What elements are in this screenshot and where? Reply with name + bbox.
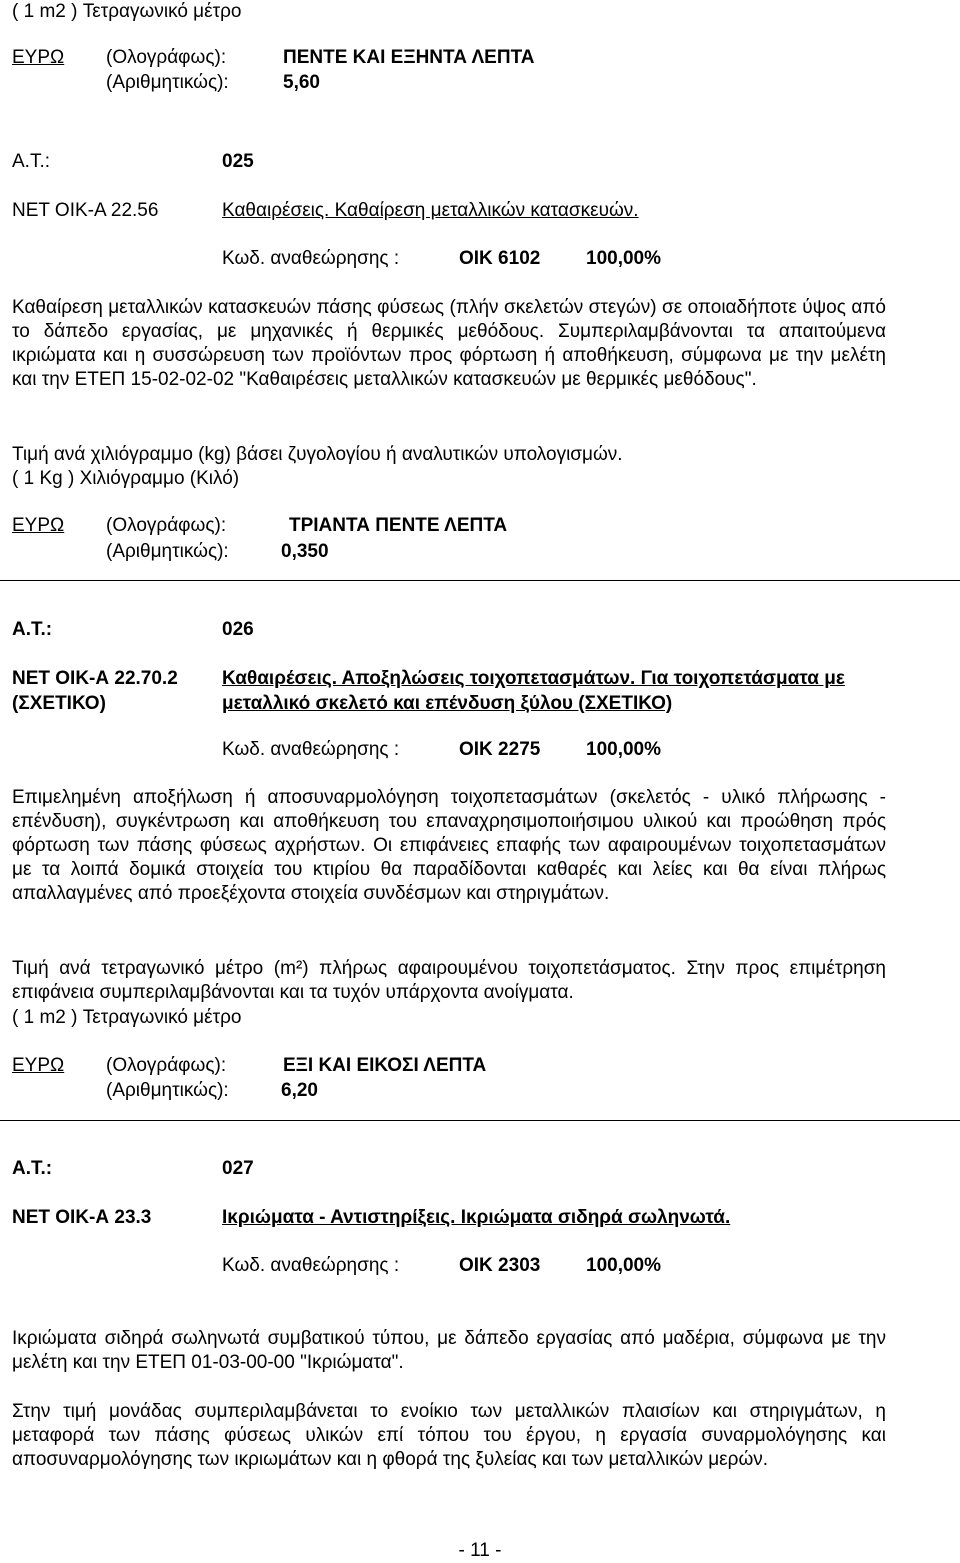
revision-code: ΟΙΚ 2303: [459, 1255, 541, 1276]
item-description-extra: Στην τιμή μονάδας συμπεριλαμβάνεται το ενοίκιο των μεταλλικών πλαισίων και στηριγμάτων, η μεταφορά των πάσης φύσεως υλικών επί τόπου του έργου, η εργασία συναρμολόγησης και αποσυναρμολόγησης των ικριωμάτων και η φθορά της ξυλείας και των μεταλλικών μερών.: [12, 1401, 886, 1470]
at-value: 027: [222, 1158, 254, 1179]
price-note: Τιμή ανά χιλιόγραμμο (kg) βάσει ζυγολογίου ή αναλυτικών υπολογισμών.: [12, 444, 623, 465]
item-code-note: (ΣΧΕΤΙΚΟ): [12, 693, 106, 714]
revision-label: Κωδ. αναθεώρησης :: [222, 1255, 400, 1276]
revision-label: Κωδ. αναθεώρησης :: [222, 248, 400, 269]
digits-value: 6,20: [281, 1080, 318, 1101]
item-description: Ικριώματα σιδηρά σωληνωτά συμβατικού τύπου, με δάπεδο εργασίας από μαδέρια, σύμφωνα με την μελέτη και την ΕΤΕΠ 01-03-00-00 "Ικριώματα".: [12, 1328, 886, 1373]
revision-percent: 100,00%: [586, 739, 662, 760]
item-title: Ικριώματα - Αντιστηρίξεις. Ικριώματα σιδηρά σωληνωτά.: [222, 1207, 731, 1228]
digits-label: (Αριθμητικώς):: [106, 1080, 229, 1101]
item-code: ΝΕΤ ΟΙΚ-Α 22.70.2: [12, 668, 178, 689]
words-label: (Ολογράφως):: [106, 515, 227, 536]
at-value: 026: [222, 619, 254, 640]
revision-code: ΟΙΚ 6102: [459, 248, 541, 269]
unit-line: ( 1 m2 ) Τετραγωνικό μέτρο: [12, 1007, 242, 1028]
digits-label: (Αριθμητικώς):: [106, 541, 229, 562]
currency-label: ΕΥΡΩ: [12, 515, 65, 536]
item-title-continued: μεταλλικό σκελετό και επένδυση ξύλου (ΣΧΕΤΙΚΟ): [222, 693, 673, 714]
section-divider: [0, 580, 960, 581]
revision-label: Κωδ. αναθεώρησης :: [222, 739, 400, 760]
at-label: Α.Τ.:: [12, 1158, 53, 1179]
at-label: Α.Τ.:: [12, 151, 51, 172]
section-divider: [0, 1120, 960, 1121]
digits-value: 0,350: [281, 541, 329, 562]
item-description: Καθαίρεση μεταλλικών κατασκευών πάσης φύσεως (πλήν σκελετών στεγών) σε οποιαδήποτε ύψος από το δάπεδο εργασίας, με μηχανικές ή θερμικές μεθόδους. Συμπεριλαμβάνονται τα απαιτούμενα ικριώματα και η συσσώρευση των προϊόντων προς φόρτωση ή αποθήκευση, σύμφωνα με την μελέτη και την ΕΤΕΠ 15-02-02-02 "Καθαιρέσεις μεταλλικών κατασκευών με θερμικές μεθόδους".: [12, 297, 886, 390]
page-number: - 11 -: [458, 1540, 502, 1561]
item-title: Καθαιρέσεις. Καθαίρεση μεταλλικών κατασκευών.: [222, 200, 639, 221]
digits-value: 5,60: [283, 72, 320, 93]
unit-line: ( 1 m2 ) Τετραγωνικό μέτρο: [12, 1, 242, 22]
words-value: ΕΞΙ ΚΑΙ ΕΙΚΟΣΙ ΛΕΠΤΑ: [283, 1055, 487, 1076]
item-description: Επιμελημένη αποξήλωση ή αποσυναρμολόγηση τοιχοπετασμάτων (σκελετός - υλικό πλήρωσης - επένδυση), συγκέντρωση και αποθήκευση του επαναχρησιμοποιήσιμου υλικού και προώθηση πρός φόρτωση των πάσης φύσεως αχρήστων. Οι επιφάνειες επαφής των αφαιρουμένων τοιχοπετασμάτων με τα λοιπά δομικά στοιχεία του κτιρίου θα παραδίδονται καθαρές και λείες και θα είναι πλήρως απαλλαγμένες από προεξέχοντα στοιχεία συνδέσμων και στηριγμάτων.: [12, 787, 886, 904]
words-value: ΤΡΙΑΝΤΑ ΠΕΝΤΕ ΛΕΠΤΑ: [289, 515, 508, 536]
words-label: (Ολογράφως):: [106, 47, 227, 68]
revision-percent: 100,00%: [586, 248, 662, 269]
currency-label: ΕΥΡΩ: [12, 47, 65, 68]
item-code: ΝΕΤ ΟΙΚ-Α 23.3: [12, 1207, 152, 1228]
words-value: ΠΕΝΤΕ ΚΑΙ ΕΞΗΝΤΑ ΛΕΠΤΑ: [283, 47, 535, 68]
words-label: (Ολογράφως):: [106, 1055, 227, 1076]
revision-code: ΟΙΚ 2275: [459, 739, 541, 760]
price-note: Τιμή ανά τετραγωνικό μέτρο (m²) πλήρως αφαιρουμένου τοιχοπετάσματος. Στην προς επιμέτρηση επιφάνεια συμπεριλαμβάνονται και τα τυχόν υπάρχοντα ανοίγματα.: [12, 958, 886, 1003]
revision-percent: 100,00%: [586, 1255, 662, 1276]
at-value: 025: [222, 151, 254, 172]
at-label: Α.Τ.:: [12, 619, 53, 640]
digits-label: (Αριθμητικώς):: [106, 72, 229, 93]
currency-label: ΕΥΡΩ: [12, 1055, 65, 1076]
unit-line: ( 1 Kg ) Χιλιόγραμμο (Κιλό): [12, 468, 240, 489]
item-title: Καθαιρέσεις. Αποξηλώσεις τοιχοπετασμάτων. Για τοιχοπετάσματα με: [222, 668, 845, 689]
item-code: ΝΕΤ ΟΙΚ-Α 22.56: [12, 200, 159, 221]
